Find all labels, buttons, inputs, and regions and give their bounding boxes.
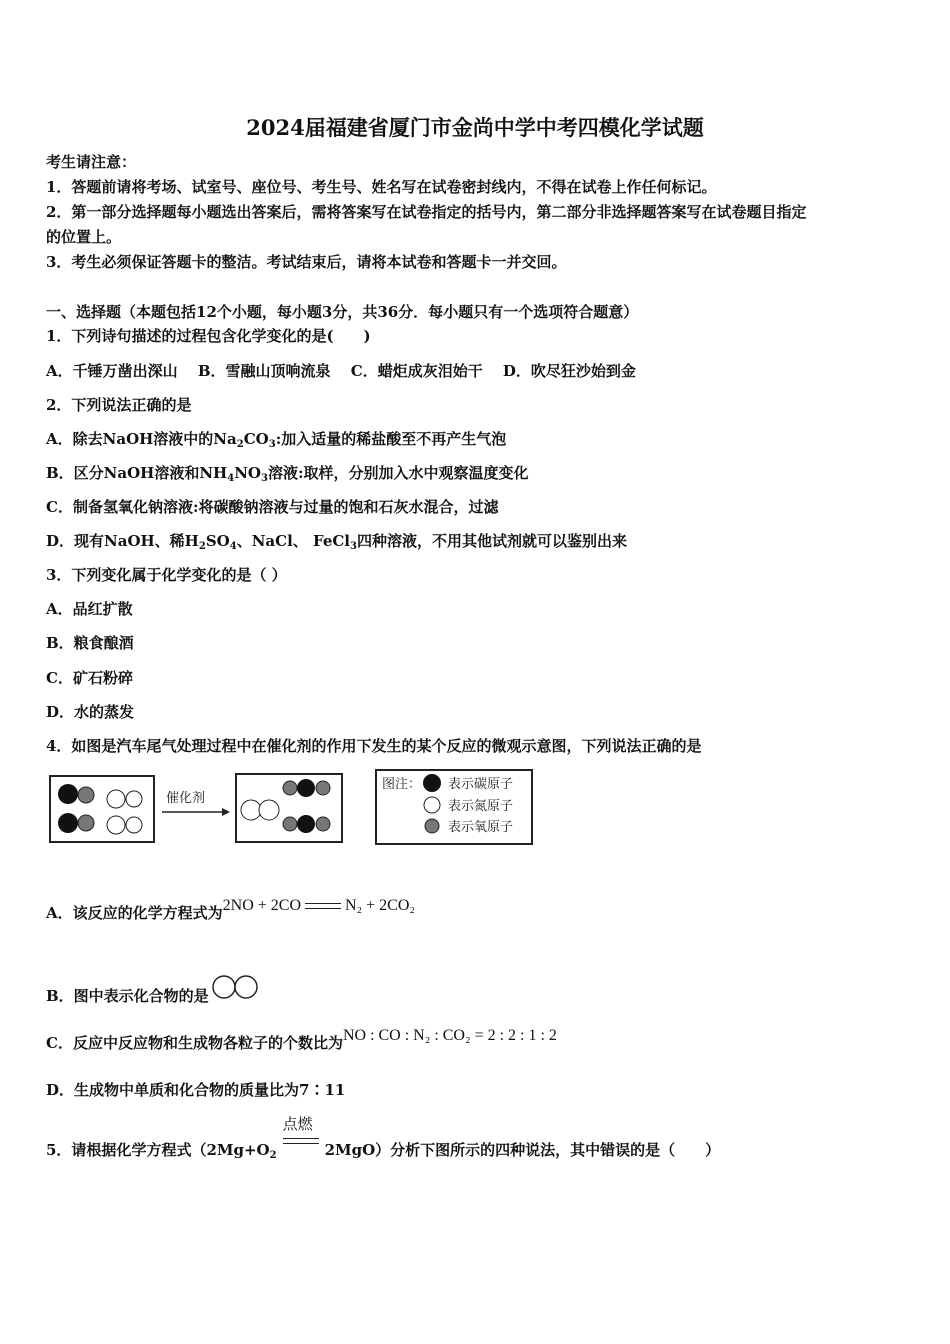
equation-a: 2NO + 2CO N₂ + 2CO₂ [222,897,415,914]
equals-sign [305,903,341,909]
legend-title: 图注： [382,777,422,792]
page-title: 2024届福建省厦门市金尚中学中考四模化学试题 [246,115,704,140]
oxygen-atom [126,791,142,807]
reaction-condition: 点燃 [279,1140,323,1160]
q4-option-c: C．反应中反应物和生成物各粒子的个数比为NO : CO : N₂ : CO₂ = 2 : 2 : 1 : 2 [46,1027,557,1052]
notice-heading: 考生请注意： [46,153,137,171]
legend-label: 表示碳原子 [448,777,514,792]
notice-item: 的位置上。 [46,228,122,246]
q1-stem: 1．下列诗句描述的过程包含化学变化的是( ) [46,327,371,345]
reaction-diagram [46,768,536,848]
legend-label: 表示氮原子 [448,799,514,814]
q2-option-c: C．制备氢氧化钠溶液:将碳酸钠溶液与过量的饱和石灰水混合，过滤 [46,498,499,516]
oxygen-atom [78,815,94,831]
carbon-atom [58,784,78,804]
legend-carbon-icon [423,774,441,792]
q4-option-b: B．图中表示化合物的是 [46,975,262,1006]
nitrogen-atom [107,816,125,834]
ratio-equation: NO : CO : N₂ : CO₂ = 2 : 2 : 1 : 2 [342,1027,557,1044]
q4-option-d: D．生成物中单质和化合物的质量比为7∶11 [46,1081,346,1099]
carbon-atom [58,813,78,833]
q2-option-a: A．除去NaOH溶液中的$Na_2CO_3$:加入适量的稀盐酸至不再产生气泡 [46,430,507,450]
nitrogen-atom [107,790,125,808]
q4-option-a: A．该反应的化学方程式为2NO + 2CO N₂ + 2CO₂ [46,897,415,922]
q3-stem: 3．下列变化属于化学变化的是（ ） [46,566,287,584]
section-heading: 一、选择题（本题包括12个小题，每小题3分，共36分．每小题只有一个选项符合题意） [46,303,639,321]
q3-option: A．品红扩散 [46,600,133,618]
legend-nitrogen-icon [424,797,440,813]
carbon-atom [297,779,315,797]
oxygen-atom [126,817,142,833]
oxygen-atom [316,817,330,831]
carbon-atom [297,815,315,833]
q1-options: A．千锤万凿出深山 B．雪融山顶响流泉 C．蜡炬成灰泪始干 D．吹尽狂沙始到金 [46,362,636,380]
notice-item: 3．考生必须保证答题卡的整洁。考试结束后，请将本试卷和答题卡一并交回。 [46,253,567,271]
oxygen-atom [283,781,297,795]
legend-oxygen-icon [425,819,439,833]
q2-option-d: D．现有NaOH、稀$H_2SO_4$、NaCl、 FeCl$_3$四种溶液，不用其他试剂就可以鉴别出来 [46,532,627,552]
oxygen-atom [78,787,94,803]
oxygen-atom [283,817,297,831]
n2-molecule-icon [210,975,262,1003]
arrow-head [222,808,230,816]
q3-option: B．粮食酿酒 [46,634,134,652]
q3-option: D．水的蒸发 [46,703,135,721]
oxygen-atom [316,781,330,795]
nitrogen-atom [241,800,261,820]
q3-option: C．矿石粉碎 [46,669,133,687]
q2-stem: 2．下列说法正确的是 [46,396,192,414]
notice-item: 1．答题前请将考场、试室号、座位号、考生号、姓名写在试卷密封线内，不得在试卷上作任何标记。 [46,178,717,196]
nitrogen-atom [259,800,279,820]
notice-item: 2．第一部分选择题每小题选出答案后，需将答案写在试卷指定的括号内，第二部分非选择题答案写在试卷题目指定 [46,203,807,221]
q4-stem: 4．如图是汽车尾气处理过程中在催化剂的作用下发生的某个反应的微观示意图，下列说法正确的是 [46,737,702,755]
q5-stem: 5．请根据化学方程式（$2Mg+O_2$ 点燃 2MgO）分析下图所示的四种说法，其中错误的是（ ） [46,1115,721,1161]
legend-label: 表示氧原子 [448,820,514,835]
catalyst-label: 催化剂 [166,791,206,806]
q2-option-b: B．区分NaOH溶液和$NH_4NO_3$溶液:取样，分别加入水中观察温度变化 [46,464,529,484]
